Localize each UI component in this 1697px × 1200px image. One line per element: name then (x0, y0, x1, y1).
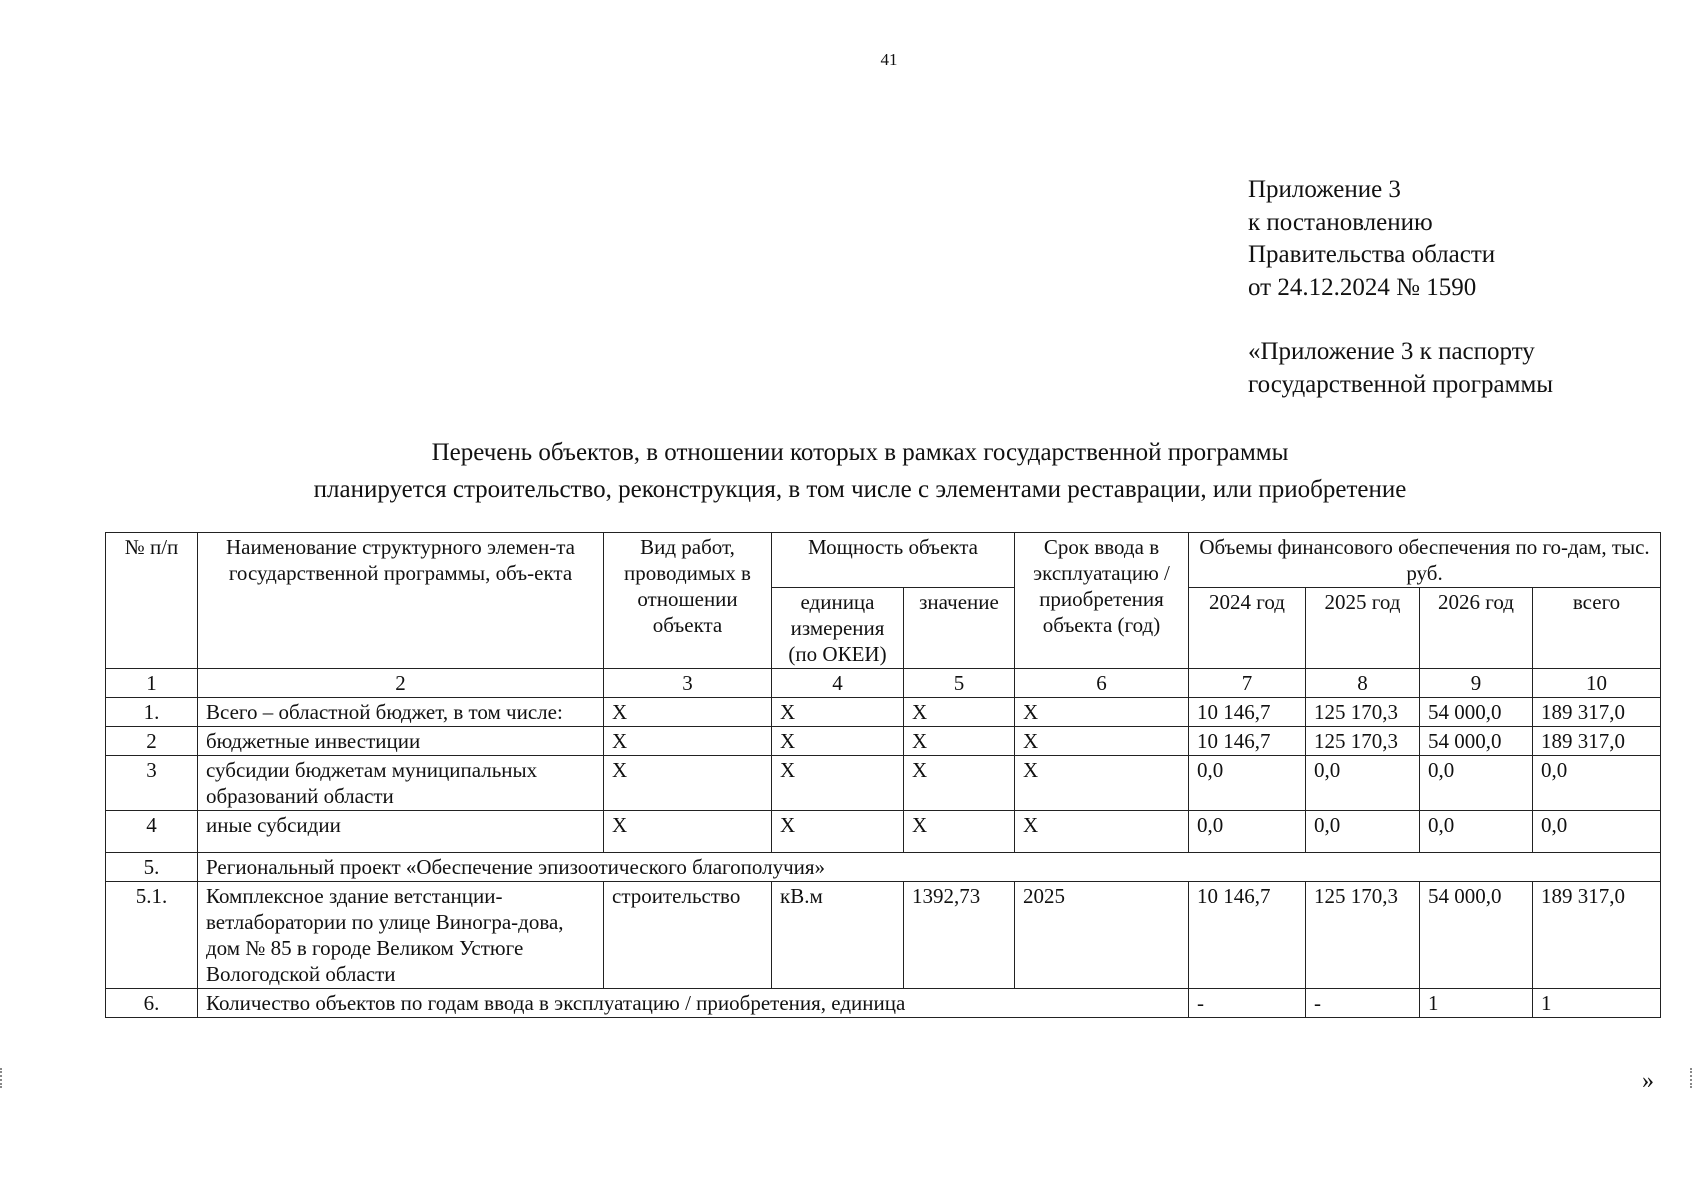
row-2024: 10 146,7 (1189, 727, 1306, 756)
project-row (106, 853, 1661, 882)
header-term: Срок ввода в эксплуатацию /приобретения объекта (год) (1015, 533, 1189, 669)
column-number: 1 (106, 669, 198, 698)
document-title (100, 434, 1620, 508)
row-name: субсидии бюджетам муниципальных образований области (198, 756, 604, 811)
row-unit: Х (772, 756, 904, 811)
edge-mark (0, 1068, 6, 1088)
row-term: Х (1015, 756, 1189, 811)
row-unit: Х (772, 698, 904, 727)
row-num: 1. (106, 698, 198, 727)
row-value: Х (904, 698, 1015, 727)
appendix-line: Приложение 3 (1248, 176, 1401, 203)
closing-quote: » (1642, 1068, 1654, 1094)
count-total: 1 (1533, 989, 1661, 1018)
column-number: 5 (904, 669, 1015, 698)
row-2024: 10 146,7 (1189, 698, 1306, 727)
header-2025: 2025 год (1306, 588, 1420, 669)
header-name: Наименование структурного элемен-та государственной программы, объ-екта (198, 533, 604, 669)
appendix-block (1248, 174, 1553, 401)
row-work: Х (604, 727, 772, 756)
column-number: 4 (772, 669, 904, 698)
column-number: 6 (1015, 669, 1189, 698)
table-row (106, 698, 1661, 727)
object-work: строительство (604, 882, 772, 989)
header-num: № п/п (106, 533, 198, 669)
row-work: Х (604, 698, 772, 727)
object-num: 5.1. (106, 882, 198, 989)
row-2026: 0,0 (1420, 756, 1533, 811)
column-number: 3 (604, 669, 772, 698)
row-unit: Х (772, 727, 904, 756)
appendix-line: Правительства области (1248, 241, 1496, 268)
count-num: 6. (106, 989, 198, 1018)
row-num: 2 (106, 727, 198, 756)
appendix-line: государственной программы (1248, 370, 1554, 398)
row-term: Х (1015, 811, 1189, 853)
row-2025: 0,0 (1306, 756, 1420, 811)
object-row (106, 882, 1661, 989)
header-value: значение (904, 588, 1015, 669)
count-row (106, 989, 1661, 1018)
row-value: Х (904, 811, 1015, 853)
object-value: 1392,73 (904, 882, 1015, 989)
project-num: 5. (106, 853, 198, 882)
count-2025: - (1306, 989, 1420, 1018)
object-2026: 54 000,0 (1420, 882, 1533, 989)
objects-table (105, 532, 1661, 1018)
row-2026: 54 000,0 (1420, 698, 1533, 727)
header-funding: Объемы финансового обеспечения по го-дам, тыс. руб. (1189, 533, 1661, 588)
row-2024: 0,0 (1189, 811, 1306, 853)
row-term: Х (1015, 727, 1189, 756)
count-2024: - (1189, 989, 1306, 1018)
table-row (106, 727, 1661, 756)
row-name: Всего – областной бюджет, в том числе: (198, 698, 604, 727)
row-total: 189 317,0 (1533, 727, 1661, 756)
row-total: 0,0 (1533, 756, 1661, 811)
row-name: бюджетные инвестиции (198, 727, 604, 756)
row-2024: 0,0 (1189, 756, 1306, 811)
object-term: 2025 (1015, 882, 1189, 989)
header-total: всего (1533, 588, 1661, 669)
row-num: 4 (106, 811, 198, 853)
header-2024: 2024 год (1189, 588, 1306, 669)
table-row (106, 756, 1661, 811)
edge-mark (1690, 1068, 1696, 1088)
row-work: Х (604, 756, 772, 811)
row-2026: 54 000,0 (1420, 727, 1533, 756)
appendix-line: к постановлению (1248, 208, 1433, 236)
object-unit: кВ.м (772, 882, 904, 989)
appendix-line: от 24.12.2024 № 1590 (1248, 273, 1477, 301)
row-unit: Х (772, 811, 904, 853)
row-total: 0,0 (1533, 811, 1661, 853)
row-work: Х (604, 811, 772, 853)
column-number: 10 (1533, 669, 1661, 698)
row-value: Х (904, 756, 1015, 811)
row-2025: 125 170,3 (1306, 727, 1420, 756)
row-value: Х (904, 727, 1015, 756)
row-term: Х (1015, 698, 1189, 727)
object-2024: 10 146,7 (1189, 882, 1306, 989)
table-row (106, 811, 1661, 853)
header-work: Вид работ, проводимых в отношении объекта (604, 533, 772, 669)
count-2026: 1 (1420, 989, 1533, 1018)
row-2025: 125 170,3 (1306, 698, 1420, 727)
project-name: Региональный проект «Обеспечение эпизоотического благополучия» (198, 853, 1661, 882)
page-number: 41 (880, 50, 898, 69)
row-2026: 0,0 (1420, 811, 1533, 853)
object-2025: 125 170,3 (1306, 882, 1420, 989)
header-capacity: Мощность объекта (772, 533, 1015, 588)
object-name: Комплексное здание ветстанции-ветлаборатории по улице Виногра-дова, дом № 85 в городе Великом Устюге Вологодской области (198, 882, 604, 989)
title-line: планируется строительство, реконструкция, в том числе с элементами реставрации, или приобретение (313, 476, 1407, 503)
column-number: 8 (1306, 669, 1420, 698)
row-name: иные субсидии (198, 811, 604, 853)
header-row (106, 533, 1661, 588)
title-line: Перечень объектов, в отношении которых в рамках государственной программы (431, 439, 1289, 466)
object-total: 189 317,0 (1533, 882, 1661, 989)
row-num: 3 (106, 756, 198, 811)
row-2025: 0,0 (1306, 811, 1420, 853)
appendix-line: «Приложение 3 к паспорту (1248, 338, 1535, 365)
header-2026: 2026 год (1420, 588, 1533, 669)
column-number-row (106, 669, 1661, 698)
header-unit: единица измерения (по ОКЕИ) (772, 588, 904, 669)
count-name: Количество объектов по годам ввода в эксплуатацию / приобретения, единица (198, 989, 1189, 1018)
column-number: 9 (1420, 669, 1533, 698)
column-number: 2 (198, 669, 604, 698)
column-number: 7 (1189, 669, 1306, 698)
row-total: 189 317,0 (1533, 698, 1661, 727)
